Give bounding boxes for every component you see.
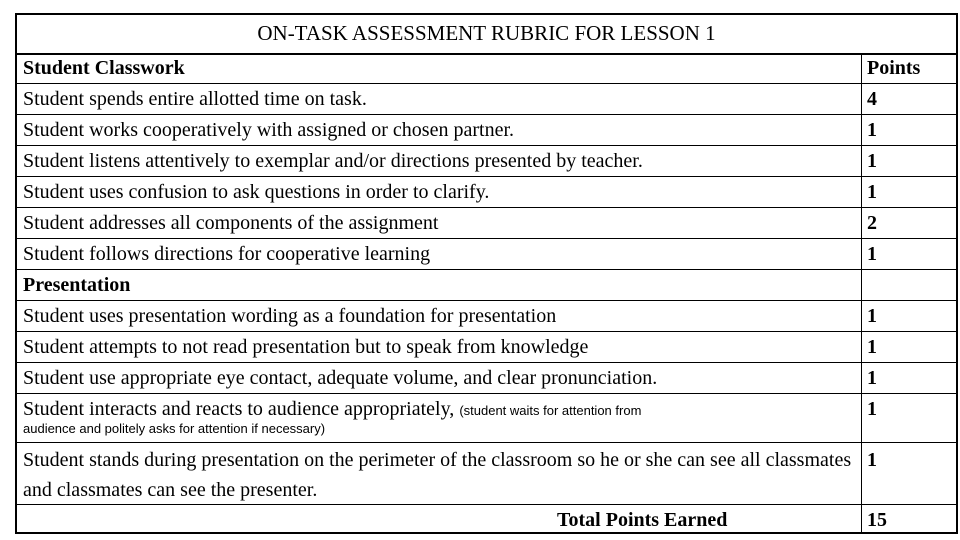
- criterion-text: Student follows directions for cooperative learning: [23, 243, 431, 265]
- presentation-heading: Presentation: [23, 274, 131, 296]
- criterion-points: 1: [867, 336, 877, 358]
- criterion-text: Student attempts to not read presentation but to speak from knowledge: [23, 336, 589, 358]
- criterion-points: 1: [867, 398, 877, 420]
- table-row: [17, 301, 956, 332]
- criterion-points: 2: [867, 212, 877, 234]
- criterion-points: 1: [867, 150, 877, 172]
- criterion-text: Student uses confusion to ask questions in order to clarify.: [23, 181, 490, 203]
- table-row: [17, 208, 956, 239]
- table-row: [17, 177, 956, 208]
- criterion-text: Student stands during presentation on the perimeter of the classroom so he or she can see all classmates and classmates can see the presenter.: [23, 449, 852, 501]
- table-row: [17, 363, 956, 394]
- criterion-text: Student addresses all components of the assignment: [23, 212, 439, 234]
- total-value: 15: [867, 509, 887, 531]
- criterion-note-continued: audience and politely asks for attention if necessary): [23, 421, 326, 436]
- criterion-points: 1: [867, 367, 877, 389]
- table-row: [17, 394, 956, 443]
- total-label: Total Points Earned: [557, 509, 728, 531]
- rubric-title: ON-TASK ASSESSMENT RUBRIC FOR LESSON 1: [17, 15, 956, 55]
- classwork-heading: Student Classwork: [23, 57, 185, 79]
- table-row: [17, 146, 956, 177]
- criterion-main-text: Student interacts and reacts to audience appropriately,: [23, 398, 455, 420]
- table-row: [17, 115, 956, 146]
- table-row: [17, 443, 956, 505]
- table-row: [17, 84, 956, 115]
- criterion-text: Student use appropriate eye contact, adequate volume, and clear pronunciation.: [23, 367, 658, 389]
- criterion-points: 1: [867, 305, 877, 327]
- total-row: [17, 505, 956, 534]
- criterion-note: (student waits for attention from: [459, 403, 642, 418]
- criterion-points: 1: [867, 449, 877, 471]
- criterion-text: Student uses presentation wording as a foundation for presentation: [23, 305, 557, 327]
- points-heading: Points: [867, 57, 921, 79]
- criterion-text: Student listens attentively to exemplar and/or directions presented by teacher.: [23, 150, 643, 172]
- criterion-points: 1: [867, 119, 877, 141]
- criterion-points: 4: [867, 88, 877, 110]
- criterion-text: Student spends entire allotted time on task.: [23, 88, 367, 110]
- presentation-header-row: [17, 270, 956, 301]
- criterion-text: Student works cooperatively with assigned or chosen partner.: [23, 119, 514, 141]
- table-row: [17, 332, 956, 363]
- criterion-points: 1: [867, 243, 877, 265]
- criterion-points: 1: [867, 181, 877, 203]
- table-row: [17, 239, 956, 270]
- rubric-table: [15, 13, 958, 534]
- classwork-header-row: [17, 53, 956, 84]
